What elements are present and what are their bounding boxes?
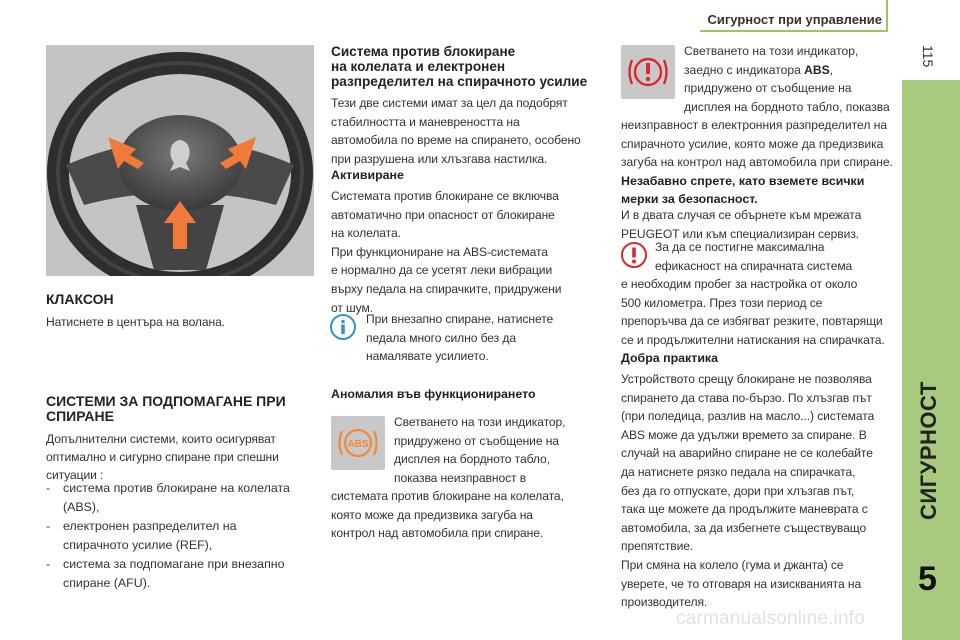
header-tick <box>886 0 888 32</box>
practice-text: Устройството срещу блокиране не позволява спирането да става по-бързо. По хлъзгав път (при поледица, разлив на масло...) системата ABS може да удължи времето за спиране. В случай на аварийно спиране не се колебайте да натиснете рязко педала на спирачката, без да го отпускате, дори при хлъзгав път, така ще можете да продължите маневрата с автомобила, за да избегнете съществуващо препятствие. При смяна на колело (гума и джанта) се уверете, че то отговаря на изискванията на производителя. <box>621 372 875 610</box>
service-text: И в двата случая се обърнете към мрежата PEUGEOT или към специализиран сервиз. <box>621 208 862 241</box>
chapter-label: СИГУРНОСТ <box>916 381 941 520</box>
anomaly-heading: Аномалия във функционирането <box>331 387 536 401</box>
assist-heading-line2: СПИРАНЕ <box>46 408 114 424</box>
header-rule <box>700 30 888 32</box>
activation-heading: Активиране <box>331 168 404 182</box>
steering-wheel-illustration <box>46 45 314 276</box>
abs-intro: Тези две системи имат за цел да подобрят стабилността и маневреността на автомобила по време на спирането, особено при разрушена или хлъзгава настилка. <box>331 96 581 166</box>
brake-text-top: Светването на този индикатор, заедно с индикатора ABS, придружено от съобщение на дисплея на бордното табло, показва <box>684 44 890 114</box>
peugeot-logo-icon <box>170 140 190 171</box>
chapter-number: 5 <box>918 560 937 598</box>
assist-intro-3: ситуации : <box>46 468 104 482</box>
abs-heading: Система против блокиране на колелата и електронен разпределител на спирачното усилие <box>331 44 588 89</box>
watermark: carmanualsonline.info <box>676 608 866 629</box>
brake-warning-icon <box>621 45 675 99</box>
assist-heading-line1: СИСТЕМИ ЗА ПОДПОМАГАНЕ ПРИ <box>46 393 286 409</box>
info-icon <box>330 314 356 340</box>
running-header: Сигурност при управление <box>707 12 882 27</box>
horn-text: Натиснете в центъра на волана. <box>46 315 225 329</box>
warning-icon <box>621 242 647 268</box>
brake-text-bottom: неизправност в електронния разпределител на спирачното усилие, която може да предизвика загуба на контрол над автомобила при спиране. <box>621 118 893 170</box>
assist-intro-1: Допълнителни системи, които осигуряват <box>46 432 276 446</box>
warning-note-top: За да се постигне максимална ефикасност на спирачната система <box>655 240 853 273</box>
horn-heading: КЛАКСОН <box>46 291 114 307</box>
warning-note-bottom: е необходим пробег за настройка от около 500 километра. През този период се препоръчва да се избягват резките, повтарящи се и продължителни натискания на спирачката. <box>621 277 885 347</box>
svg-text:ABS: ABS <box>347 439 369 450</box>
practice-heading: Добра практика <box>621 351 719 365</box>
info-note: При внезапно спиране, натиснете педала много силно без да намалявате усилието. <box>366 312 554 364</box>
chapter-side-tab <box>902 80 960 640</box>
steering-wheel-photo <box>46 45 314 276</box>
anomaly-text-top: Светването на този индикатор, придружено от съобщение на дисплея на бордното табло, показва неизправност в <box>394 415 566 485</box>
anomaly-text-bottom: системата против блокиране на колелата, която може да предизвика загуба на контрол над автомобила при спиране. <box>331 489 564 541</box>
abs-warning-icon <box>331 416 385 470</box>
assist-intro-2: оптимално и сигурно спиране при спешни <box>46 450 279 464</box>
stop-heading: Незабавно спрете, като вземете всички мерки за безопасност. <box>621 174 865 206</box>
activation-text: Системата против блокиране се включва автоматично при опасност от блокиране на колелата. При функциониране на ABS-системата е нормално да се усетят леки вибрации върху педала на спирачките, придружени от шум. <box>331 189 562 315</box>
page-number: 115 <box>920 45 936 68</box>
